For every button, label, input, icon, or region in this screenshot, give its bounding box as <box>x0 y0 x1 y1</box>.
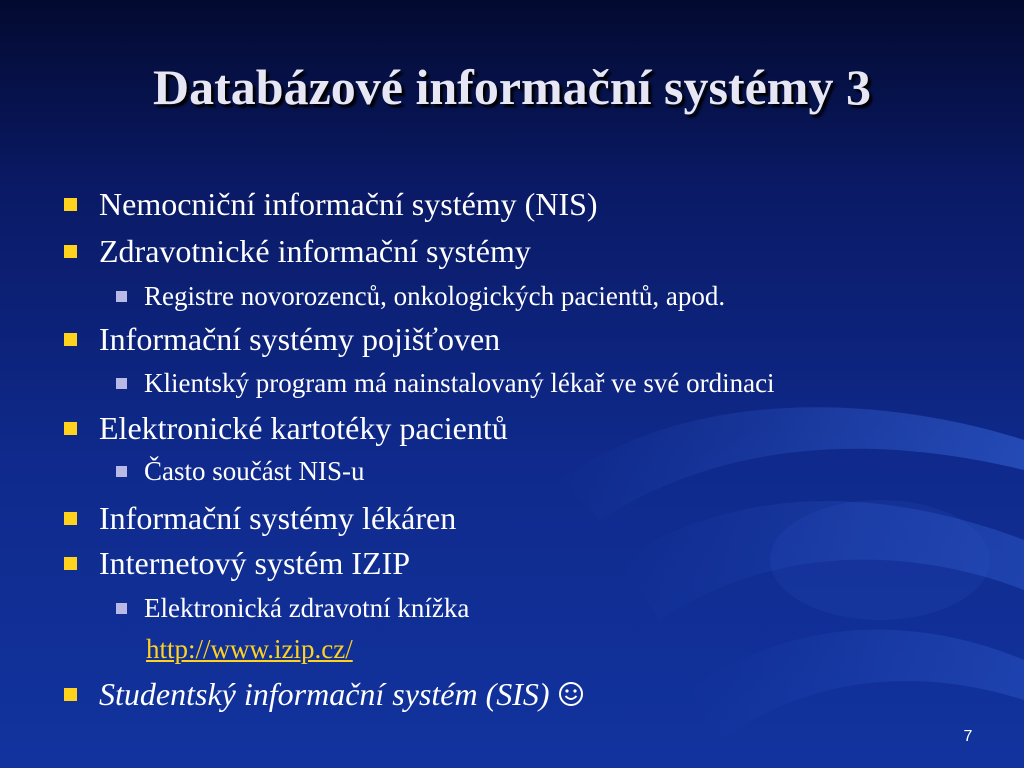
square-bullet-icon <box>64 245 77 258</box>
list-subitem <box>116 454 364 488</box>
page-number: 7 <box>963 728 973 745</box>
square-bullet-icon <box>64 557 77 570</box>
list-item-text: Internetový systém IZIP <box>99 545 411 581</box>
list-subitem-text: Elektronická zdravotní knížka <box>144 593 470 623</box>
square-bullet-icon <box>64 422 77 435</box>
square-bullet-icon <box>116 378 127 389</box>
list-subitem-text: Registre novorozenců, onkologických pacientů, apod. <box>144 281 726 311</box>
list-item <box>64 408 508 448</box>
list-item <box>64 498 456 538</box>
slide-title: Databázové informační systémy 3 <box>153 59 871 115</box>
list-subitem-link <box>146 632 353 666</box>
square-bullet-icon <box>64 198 77 211</box>
square-bullet-icon <box>116 291 127 302</box>
izip-link[interactable]: http://www.izip.cz/ <box>146 634 353 664</box>
list-subitem <box>116 366 775 400</box>
square-bullet-icon <box>116 603 127 614</box>
list-subitem <box>116 591 469 625</box>
list-item-text: Nemocniční informační systémy (NIS) <box>99 186 598 222</box>
list-item-text: Informační systémy lékáren <box>99 500 457 536</box>
list-subitem <box>116 279 725 313</box>
list-subitem-text: Často součást NIS-u <box>144 456 365 486</box>
square-bullet-icon <box>64 688 77 701</box>
list-item-text: Zdravotnické informační systémy <box>99 233 531 269</box>
list-item <box>64 319 500 359</box>
list-item <box>64 674 584 714</box>
square-bullet-icon <box>64 512 77 525</box>
square-bullet-icon <box>116 466 127 477</box>
list-item-text: Elektronické kartotéky pacientů <box>99 410 508 446</box>
list-item <box>64 543 410 583</box>
smiley-icon <box>558 681 584 707</box>
list-item <box>64 231 531 271</box>
list-item <box>64 184 598 224</box>
list-subitem-text: Klientský program má nainstalovaný lékař ve své ordinaci <box>144 368 775 398</box>
list-item-text: Informační systémy pojišťoven <box>99 321 501 357</box>
square-bullet-icon <box>64 333 77 346</box>
list-item-text: Studentský informační systém (SIS) <box>99 676 550 712</box>
